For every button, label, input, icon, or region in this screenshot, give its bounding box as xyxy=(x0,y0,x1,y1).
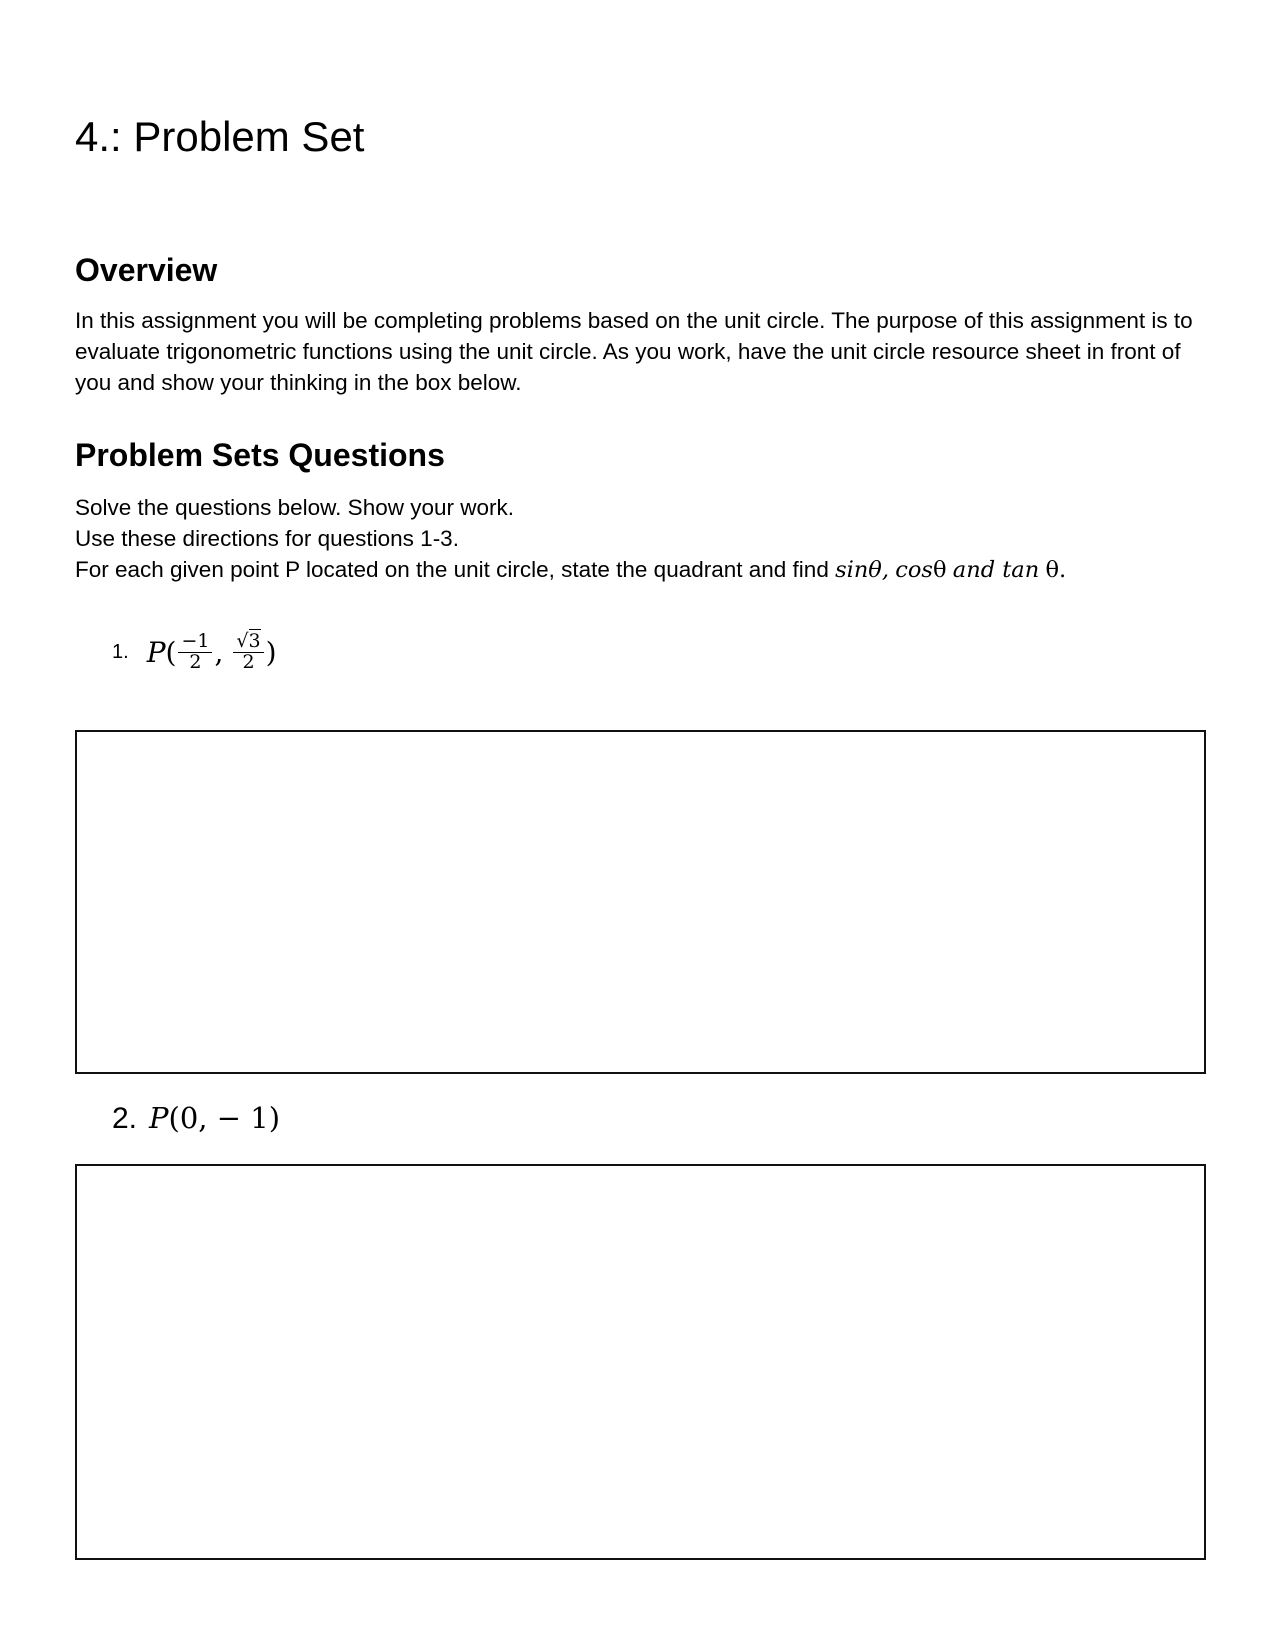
y-denominator: 2 xyxy=(242,650,255,673)
directions-line-3 xyxy=(75,554,1215,586)
answer-box-2[interactable] xyxy=(75,1164,1206,1560)
point-coordinates: (0, − 1) xyxy=(168,1101,281,1135)
sin-theta: sinθ, xyxy=(835,557,890,583)
x-denominator: 2 xyxy=(189,650,202,673)
tan-theta: θ. xyxy=(1045,557,1067,583)
directions-line-2: Use these directions for questions 1-3. xyxy=(75,526,459,551)
radical-sign: √ xyxy=(236,629,249,652)
point-name: P xyxy=(146,635,166,669)
directions xyxy=(75,492,1215,586)
question-2 xyxy=(112,1101,280,1136)
x-coordinate-fraction xyxy=(178,629,212,673)
question-2-number: 2. xyxy=(112,1102,138,1135)
y-numerator xyxy=(233,629,263,653)
question-1-number: 1. xyxy=(112,640,129,663)
answer-box-1[interactable] xyxy=(75,730,1206,1074)
directions-line-3-text: For each given point P located on the unit circle, state the quadrant and find xyxy=(75,557,836,582)
overview-heading: Overview xyxy=(75,252,218,288)
directions-line-1: Solve the questions below. Show your work. xyxy=(75,495,514,520)
question-1 xyxy=(112,622,277,682)
close-paren: ) xyxy=(265,635,277,669)
x-numerator: −1 xyxy=(178,632,212,653)
question-2-point xyxy=(149,1101,280,1135)
y-coordinate-fraction xyxy=(233,629,263,673)
open-paren: ( xyxy=(165,635,177,669)
overview-text: In this assignment you will be completing problems based on the unit circle. The purpose of this assignment is to evaluate trigonometric functions using the unit circle. As you work, have the unit circle resource sheet in front of you and show your thinking in the box below. xyxy=(75,308,1193,395)
question-1-point xyxy=(146,629,277,673)
y-radicand: 3 xyxy=(248,629,261,652)
point-name: P xyxy=(149,1101,169,1135)
cos-label: cos xyxy=(895,557,933,583)
coordinate-separator: , xyxy=(214,635,224,669)
page-title: 4.: Problem Set xyxy=(75,113,365,160)
and-tan: and tan xyxy=(952,557,1040,583)
cos-theta: θ xyxy=(932,557,947,583)
problem-sets-heading: Problem Sets Questions xyxy=(75,437,445,473)
